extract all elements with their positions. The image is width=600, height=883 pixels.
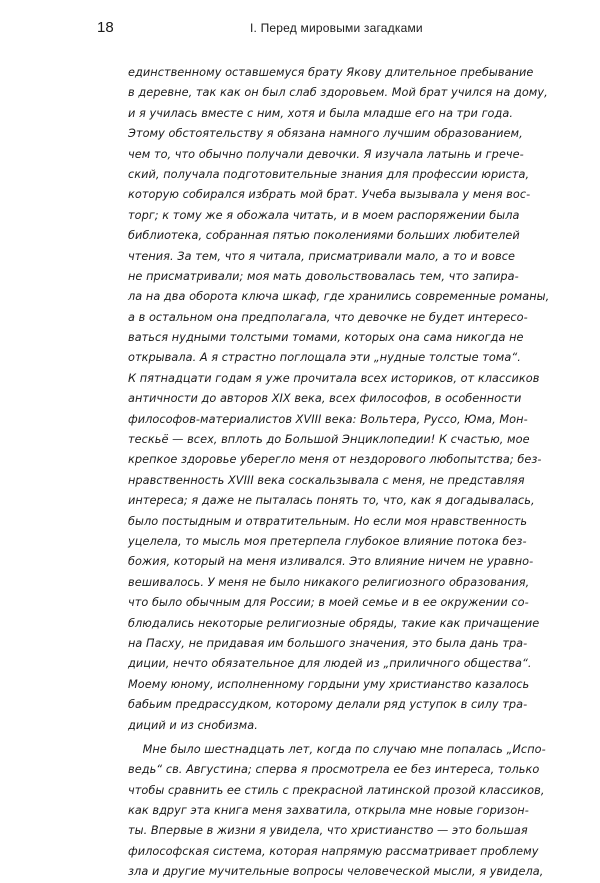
text-line: зла и другие мучительные вопросы человеческой мысли, я увидела,: [128, 865, 544, 879]
page-number: 18: [97, 19, 114, 36]
text-line: торг; к тому же я обожала читать, и в моем распоряжении была: [128, 208, 520, 222]
text-line: интереса; я даже не пыталась понять то, что, как я догадывалась,: [128, 494, 535, 508]
text-line: блюдались некоторые религиозные обряды, такие как причащение: [128, 616, 540, 630]
text-line: крепкое здоровье уберегло меня от нездорового любопытства; без-: [128, 453, 542, 467]
text-line: ваться нудными толстыми томами, которых она сама никогда не: [128, 331, 524, 345]
text-line: ты. Впервые в жизни я увидела, что христианство — это большая: [128, 824, 528, 838]
text-line: открывала. А я страстно поглощала эти „нудные толстые тома“.: [128, 351, 521, 365]
paragraph: [128, 740, 546, 883]
text-line: было постыдным и отвратительным. Но если моя нравственность: [128, 514, 528, 528]
text-line: не присматривали; моя мать довольствовалась тем, что запира-: [128, 269, 519, 283]
text-line: которую собирался избрать мой брат. Учеба вызывала у меня вос-: [128, 188, 531, 202]
text-line: уцелела, то мысль моя претерпела глубокое влияние потока без-: [128, 534, 527, 548]
text-line: диции, нечто обязательное для людей из „приличного общества“.: [128, 657, 532, 671]
text-line: тескьё — всех, вплоть до Большой Энциклопедии! К счастью, мое: [128, 433, 530, 447]
text-line: в деревне, так как он был слаб здоровьем. Мой брат учился на дому,: [128, 86, 548, 100]
text-line: античности до авторов XIX века, всех философов, в особенности: [128, 392, 522, 406]
text-line: и я училась вместе с ним, хотя и была младше его на три года.: [128, 106, 513, 120]
text-line: как вдруг эта книга меня захватила, открыла мне новые горизон-: [128, 804, 529, 818]
text-line: библиотека, собранная пятью поколениями больших любителей: [128, 229, 520, 243]
text-line: вешивалось. У меня не было никакого религиозного образования,: [128, 575, 530, 589]
text-line: единственному оставшемуся брату Якову длительное пребывание: [128, 66, 534, 79]
text-line: чтобы сравнить ее стиль с прекрасной латинской прозой классиков,: [128, 783, 545, 797]
body-text: [128, 63, 550, 883]
text-line: ведь“ св. Августина; сперва я просмотрела ее без интереса, только: [128, 763, 540, 777]
text-line: Этому обстоятельству я обязана намного лучшим образованием,: [128, 127, 523, 141]
text-line: нравственность XVIII века соскальзывала с меня, не представляя: [128, 473, 525, 487]
text-line: чем то, что обычно получали девочки. Я изучала латынь и грече-: [128, 147, 524, 161]
text-line: Моему юному, исполненному гордыни уму христианство казалось: [128, 677, 530, 691]
running-head: I. Перед мировыми загадками: [250, 21, 423, 35]
text-line: ский, получала подготовительные знания для профессии юриста,: [128, 167, 530, 181]
text-line: что было обычным для России; в моей семье и в ее окружении со-: [128, 596, 529, 610]
text-line: чтения. За тем, что я читала, присматривали мало, а то и вовсе: [128, 249, 516, 263]
text-line: К пятнадцати годам я уже прочитала всех историков, от классиков: [128, 371, 540, 385]
text-line: философская система, которая напрямую рассматривает проблему: [128, 844, 539, 858]
text-line: ла на два оборота ключа шкаф, где хранились современные романы,: [128, 290, 550, 304]
text-line: бабьим предрассудком, которому делали ряд уступок в силу тра-: [128, 698, 528, 712]
text-line: божия, который на меня изливался. Это влияние ничем не уравно-: [128, 555, 534, 569]
text-line: а в остальном она предполагала, что девочке не будет интересо-: [128, 310, 528, 324]
paragraph: [128, 63, 550, 736]
text-line: на Пасху, не придавая им большого значения, это была дань тра-: [128, 636, 528, 650]
text-line: диций и из снобизма.: [128, 718, 258, 732]
text-line: Мне было шестнадцать лет, когда по случаю мне попалась „Испо-: [128, 742, 546, 756]
text-line: философов-материалистов XVIII века: Вольтера, Руссо, Юма, Мон-: [128, 412, 528, 426]
